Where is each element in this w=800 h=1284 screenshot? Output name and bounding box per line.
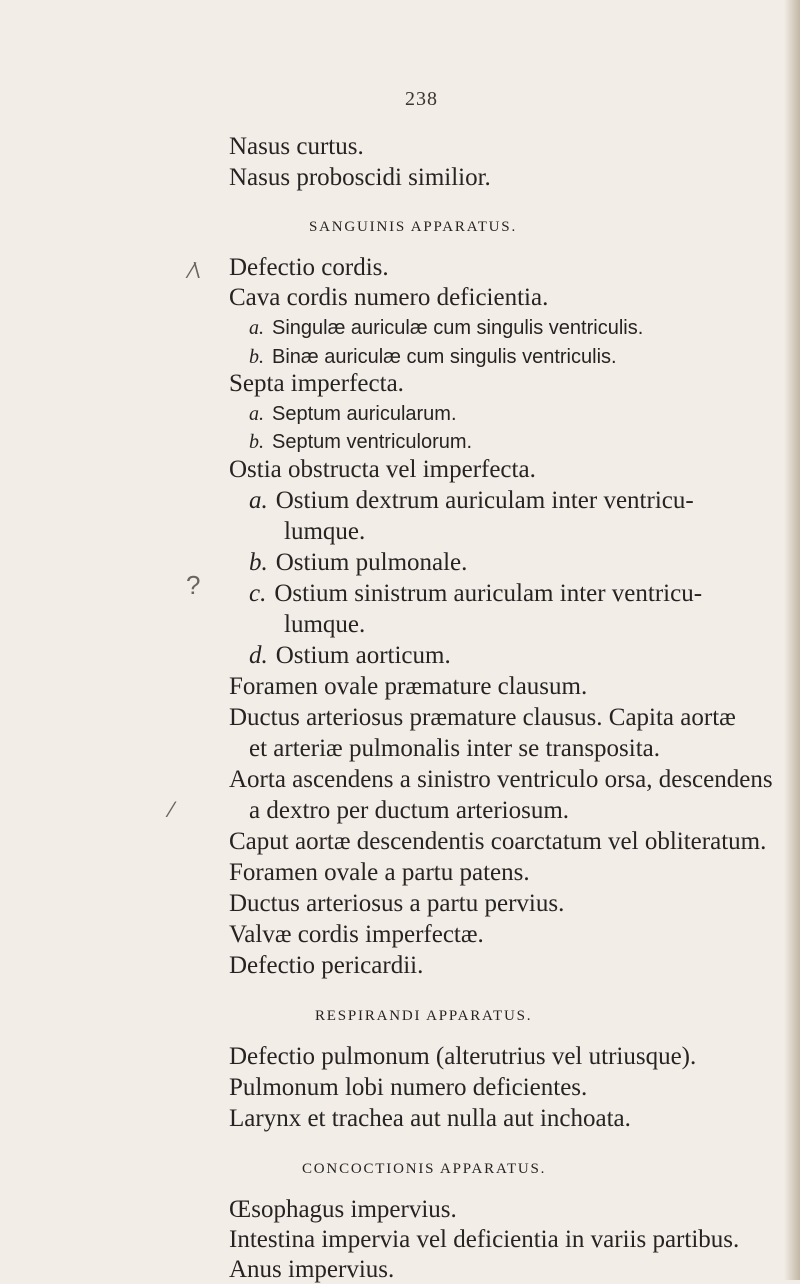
entry-foramen-clausum: Foramen ovale præmature clausum.: [229, 673, 588, 700]
pencil-question-mark-icon: ?: [186, 570, 201, 600]
entry-intestina: Intestina impervia vel deficientia in variis partibus.: [229, 1226, 740, 1253]
entry-ductus-pervius: Ductus arteriosus a partu pervius.: [229, 890, 565, 917]
pencil-check-mark-icon: ⁄: [170, 797, 174, 822]
subentry-text: Ostium sinistrum auriculam inter ventricu-: [274, 580, 703, 607]
subentry-letter: a.: [249, 317, 264, 339]
subentry-ostia-c-cont: lumque.: [284, 611, 366, 638]
subentry-septa-a: [249, 403, 457, 426]
entry-ductus-clausus-cont: et arteriæ pulmonalis inter se transposita.: [249, 735, 661, 762]
subentry-ostia-c: [249, 580, 702, 608]
entry-larynx: Larynx et trachea aut nulla aut inchoata.: [229, 1105, 631, 1132]
page-edge-shadow: [784, 0, 800, 1280]
subentry-text: Ostium pulmonale.: [275, 549, 468, 576]
subentry-cava-a: [249, 317, 643, 340]
entry-valvae: Valvæ cordis imperfectæ.: [229, 921, 484, 948]
subentry-text: Binæ auriculæ cum singulis ventriculis.: [272, 346, 617, 368]
entry-defectio-cordis: Defectio cordis.: [229, 254, 389, 281]
subentry-letter: b.: [249, 346, 264, 368]
subentry-letter: b.: [249, 549, 268, 576]
pencil-mark-icon: ⁄\: [190, 258, 200, 283]
entry-caput-aortae: Caput aortæ descendentis coarctatum vel obliteratum.: [229, 828, 767, 855]
entry-septa: Septa imperfecta.: [229, 370, 404, 397]
entry-defectio-pulmonum: Defectio pulmonum (alterutrius vel utriusque).: [229, 1043, 697, 1070]
subentry-cava-b: [249, 346, 617, 369]
subentry-ostia-a-cont: lumque.: [284, 518, 366, 545]
page-number: 238: [405, 88, 438, 110]
entry-cava-cordis: Cava cordis numero deficientia.: [229, 284, 549, 311]
entry-pulmonum-lobi: Pulmonum lobi numero deficientes.: [229, 1074, 588, 1101]
section-heading-concoctionis: CONCOCTIONIS APPARATUS.: [302, 1161, 547, 1177]
entry-aorta-ascendens-cont: a dextro per ductum arteriosum.: [249, 797, 570, 824]
subentry-ostia-a: [249, 487, 694, 515]
subentry-letter: b.: [249, 431, 264, 453]
entry-anus-impervius: Anus impervius.: [229, 1256, 395, 1283]
entry-pericardii: Defectio pericardii.: [229, 952, 424, 979]
subentry-ostia-b: [249, 549, 467, 577]
subentry-text: Ostium aorticum.: [275, 642, 451, 669]
entry-oesophagus: Œsophagus impervius.: [229, 1196, 457, 1223]
subentry-letter: c.: [249, 580, 267, 607]
subentry-text: Singulæ auriculæ cum singulis ventriculis.: [272, 317, 644, 339]
subentry-letter: a.: [249, 487, 268, 514]
subentry-letter: d.: [249, 642, 268, 669]
subentry-text: Septum auricularum.: [272, 403, 457, 425]
section-heading-sanguinis: SANGUINIS APPARATUS.: [309, 219, 517, 235]
entry-nasus-proboscidi: Nasus proboscidi similior.: [229, 164, 491, 191]
subentry-septa-b: [249, 431, 472, 454]
subentry-ostia-d: [249, 642, 451, 670]
entry-ostia: Ostia obstructa vel imperfecta.: [229, 456, 536, 483]
subentry-text: Septum ventriculorum.: [272, 431, 473, 453]
subentry-text: Ostium dextrum auriculam inter ventricu-: [275, 487, 694, 514]
section-heading-respirandi: RESPIRANDI APPARATUS.: [315, 1008, 533, 1024]
entry-foramen-patens: Foramen ovale a partu patens.: [229, 859, 530, 886]
entry-aorta-ascendens: Aorta ascendens a sinistro ventriculo orsa, descendens: [229, 766, 773, 793]
subentry-letter: a.: [249, 403, 264, 425]
entry-nasus-curtus: Nasus curtus.: [229, 133, 364, 160]
entry-ductus-clausus: Ductus arteriosus præmature clausus. Capita aortæ: [229, 704, 736, 731]
